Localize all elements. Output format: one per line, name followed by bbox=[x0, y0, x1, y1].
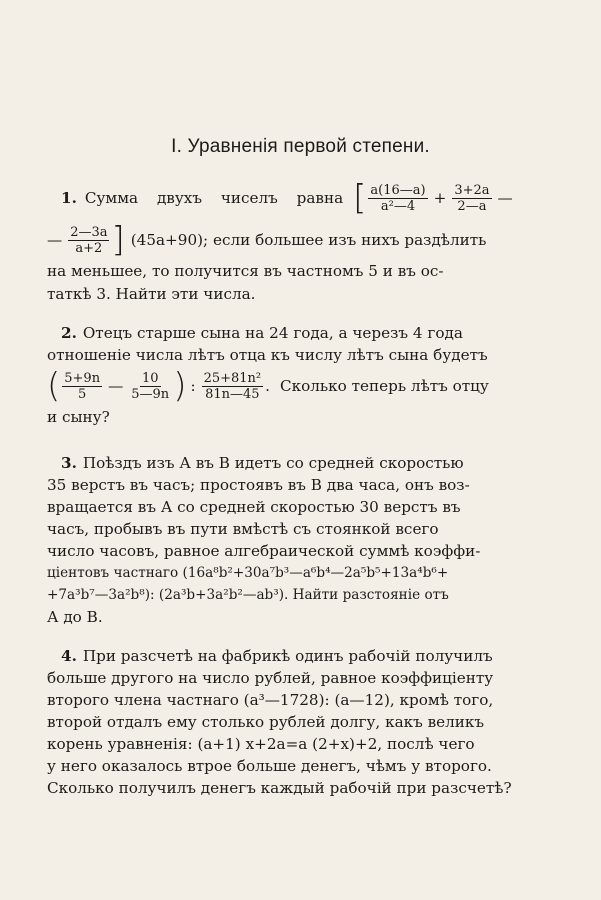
section-title: I. Уравненія первой степени. bbox=[171, 136, 430, 157]
fraction: $\frac{10}{5—9n}$ bbox=[131, 370, 170, 402]
book-page: I. Уравненія первой степени. 1. Сумма двухъ чиселъ равна [ $\frac{a(16—a)}{\text{a²—4}}$ + $\frac{3+2a}{2—a}$ — — $\frac{2—3a}{a+2}$ ] (45a+90); если большее изъ нихъ раздѣлить на меньшее, то получится въ частномъ 5 и въ ос- таткѣ 3. Найти эти числа. 2. Отецъ старше сына на 24 года, а черезъ 4 года отношеніе числа лѣтъ отца къ числу лѣтъ сына будетъ ( $\frac{5+9n}{5}$ — $\frac{10}{5—9n}$ ) : $\frac{\text{25+81n²}}{81n—45}$ . Сколько теперь лѣтъ отцу и сыну? 3. Поѣздъ изъ А въ В идетъ со средней скоростью 35 верстъ въ часъ; простоявъ въ В два часа, онъ воз- вращается въ А со средней скоростью 30 верстъ въ часъ, пробывъ въ пути вмѣстѣ съ стоянкой всего число часовъ, равное алгебраической суммѣ коэффи- ціентовъ частнаго (16a⁸b²+30a⁷b³—a⁶b⁴—2a⁵b⁵+13a⁴b⁶+ +7a³b⁷—3a²b⁸): (2a³b+3a²b²—ab³). Найти разстояніе отъ А до В. 4. При разсчетѣ на фабрикѣ одинъ рабочій получилъ больше другого на число рублей, равное коэффиціенту второго члена частнаго (a³—1728): (a—12), кромѣ того, второй отдалъ ему столько рублей долгу, какъ великъ корень уравненія: (a+1) x+2a=a (2+x)+2, послѣ чего у него оказалось втрое больше денегъ, чѣмъ у второго. Сколько получилъ денегъ каждый рабочій при разсчетѣ? bbox=[0, 0, 601, 900]
fraction: $\frac{\text{25+81n²}}{81n—45}$ bbox=[203, 370, 262, 402]
bracket-close: ] bbox=[111, 220, 125, 260]
fraction: $\frac{2—3a}{a+2}$ bbox=[70, 224, 108, 256]
bracket-open: [ bbox=[353, 178, 367, 218]
problem-number: 4. bbox=[61, 647, 77, 665]
problem-number: 1. bbox=[61, 189, 77, 207]
problem-number: 3. bbox=[61, 454, 77, 472]
fraction: $\frac{a(16—a)}{\text{a²—4}}$ bbox=[370, 182, 426, 214]
fraction: $\frac{3+2a}{2—a}$ bbox=[454, 182, 490, 214]
problem-number: 2. bbox=[61, 324, 77, 342]
fraction: $\frac{5+9n}{5}$ bbox=[64, 370, 101, 402]
